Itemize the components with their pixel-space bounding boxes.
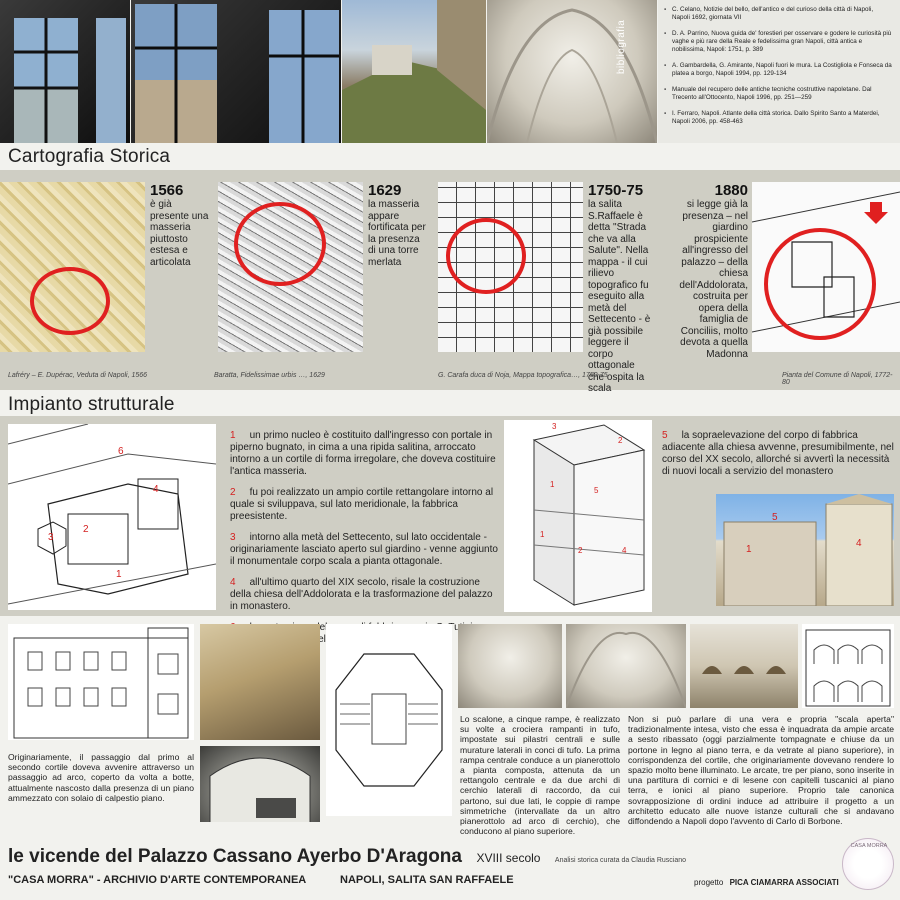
map-year: 1629	[368, 182, 402, 199]
facade-elevation	[802, 624, 894, 708]
structure-item	[230, 487, 498, 523]
map-note-1750-75	[588, 182, 652, 395]
staircase-photo-2	[566, 624, 686, 708]
highlight-circle	[764, 228, 876, 340]
courtyard-text: Originariamente, il passaggio dal primo al secondo cortile doveva avvenire attraverso un passaggio ad arco, coperto da volta a botte, attualmente nascosto dalla presenza di un piano ammezzato con solaio di calpestio piano.	[8, 752, 194, 803]
highlight-circle	[446, 218, 526, 294]
axo-label: 1	[540, 530, 545, 539]
map-description: la masseria appare fortificata per la presenza di una torre merlata	[368, 199, 426, 268]
section-title-structure: Impianto strutturale	[8, 394, 175, 415]
map-caption: Pianta del Comune di Napoli, 1772-80	[782, 372, 893, 386]
staircase-photo-1	[458, 624, 562, 708]
highlight-circle	[234, 202, 326, 286]
map-caption: Lafréry – E. Dupérac, Veduta di Napoli, 1566	[8, 372, 148, 379]
map-description: si legge già la presenza – nel giardino prospiciente all'ingresso del palazzo – della chiesa dell'Addolorata, costruita per opera della famiglia de Conciliis, molto devota a quella Madonna	[679, 199, 748, 360]
item-number: 1	[230, 430, 236, 441]
map-note-1629	[368, 182, 430, 268]
photo-label: 5	[772, 512, 778, 523]
item-number: 3	[230, 532, 236, 543]
curator-label: Analisi storica curata da Claudia Rusciano	[554, 857, 687, 864]
plan-label: 2	[83, 524, 89, 535]
highlight-circle	[30, 267, 110, 335]
map-1750-75	[438, 182, 583, 352]
bibliography-item: ▪ D. A. Parrino, Nuova guida de' forestieri per osservare e godere le curiosità più vaghe e più rare della Reale e fedelissima gran Napoli, città antica e nobilissima, Napoli: 1751, p. 389	[664, 30, 892, 54]
map-caption: Baratta, Fidelissimae urbis …, 1629	[214, 372, 325, 379]
church-photo	[716, 494, 894, 606]
structure-item-5	[662, 430, 894, 487]
photo-label: 4	[856, 538, 862, 549]
open-stair-text: Non si può parlare di una vera e propria "scala aperta" tradizionalmente intesa, visto che essa è inquadrata da ampie arcate a sesto ribassato (oggi parzialmente tompagnate e chiuse da un portone in legno al piano terra, e da vetrate al piano superiore), in corrispondenza del cortile, che originariamente dovevano rendere lo spazio molto bene illuminato. Le arcate, tre per piano, sono inserite in una partitura di cornici e di lesene con capitelli tuscanici al piano terra, e ionici al piano superiore. Proprio tale canonica sovrapposizione di ordini induce ad attribuire il progetto a un architetto educato alle nuove istanze culturali che si andavano diffondendo a Napoli dopo l'avvento di Carlo di Borbone.	[628, 714, 894, 827]
item-text: all'ultimo quarto del XIX secolo, risale la costruzione della chiesa dell'Addolorata e la trasformazione del palazzo in monastero.	[230, 577, 493, 612]
staircase-text: Lo scalone, a cinque rampe, è realizzato su volte a crociera rampanti in tufo, impostate sui pilastri centrali e sulle murature laterali in conci di tufo. La prima rampa centrale conduce a un pianerottolo a pianta composta, attenuta da un rettangolo centrale e da due archi di cerchio laterali di raccordo, da cui partono, sui due lati, le coppie di rampe simmetriche (intervallate da un altro pianerottolo ad arco di cerchio), che conducono al piano superiore.	[460, 714, 620, 837]
footer-project	[694, 878, 839, 887]
map-description: la salita S.Raffaele è detta "Strada che va alla Salute". Nella mappa - il cui rilievo topografico fu eseguito alla metà del Settecento - è già possibile leggere il corpo ottagonale che ospita la scala	[588, 199, 651, 394]
map-year: 1880	[714, 182, 748, 199]
map-note-1566	[150, 182, 212, 268]
axo-label: 1	[550, 480, 555, 489]
window-photo-1	[0, 0, 130, 143]
footer-location: NAPOLI, SALITA SAN RAFFAELE	[340, 874, 514, 886]
bibliography-item: ▪ I. Ferraro, Napoli. Atlante della città storica. Dallo Spirito Santo a Materdei, Napoli 2006, pp. 458-463	[664, 110, 892, 126]
plan-label: 6	[118, 446, 124, 457]
plan-label: 1	[116, 569, 122, 580]
item-number: 5	[662, 430, 668, 441]
axo-label: 4	[622, 546, 627, 555]
bibliography-label: bibliografia	[616, 19, 627, 74]
facade-photo	[690, 624, 798, 708]
item-number: 4	[230, 577, 236, 588]
map-1880	[752, 182, 900, 352]
casa-morra-logo	[842, 838, 894, 890]
map-1566	[0, 182, 145, 352]
map-description: è già presente una masseria piuttosto estesa e articolata	[150, 199, 209, 268]
bibliography-item: ▪ C. Celano, Notizie del bello, dell'antico e del curioso della città di Napoli, Napoli 1692, giornata VII	[664, 6, 892, 22]
window-photo-2	[131, 0, 341, 143]
map-caption: G. Carafa duca di Noja, Mappa topografica…, 1750-75	[438, 372, 608, 379]
site-plan	[8, 424, 216, 610]
map-year: 1566	[150, 182, 184, 199]
structure-item	[230, 532, 498, 568]
item-text: intorno alla metà del Settecento, sul lato occidentale - originariamente lasciato aperto sul giardino - venne aggiunto il monumentale corpo scala a pianta ottagonale.	[230, 532, 498, 567]
map-note-1880	[676, 182, 748, 360]
project-name: PICA CIAMARRA ASSOCIATI	[729, 878, 839, 887]
bibliography-panel	[658, 0, 900, 143]
courtyard-photo	[200, 624, 320, 740]
century-label: XVIII secolo	[476, 851, 541, 865]
structure-item	[230, 430, 498, 478]
vault-photo	[487, 0, 657, 143]
street-photo	[342, 0, 486, 143]
elevation-drawing	[8, 624, 194, 740]
project-label: progetto	[694, 878, 724, 887]
item-text: fu poi realizzato un ampio cortile rettangolare intorno al quale si sviluppava, sul lato meridionale, la fabbrica preesistente.	[230, 487, 494, 522]
photo-label: 1	[746, 544, 752, 555]
map-year: 1750-75	[588, 182, 644, 199]
item-text: del	[314, 622, 328, 633]
axo-label: 3	[552, 422, 557, 431]
axo-label: 2	[578, 546, 583, 555]
plan-label: 3	[48, 532, 54, 543]
structure-list-left	[230, 430, 498, 655]
poster-title: le vicende del Palazzo Cassano Ayerbo D'Aragona	[8, 846, 462, 867]
footer-archive: "CASA MORRA" - ARCHIVIO D'ARTE CONTEMPORANEA	[8, 874, 307, 886]
logo-text: CASA MORRA	[850, 843, 888, 849]
section-title-cartography: Cartografia Storica	[8, 146, 171, 167]
axo-label: 5	[594, 486, 599, 495]
item-text: la sopraelevazione del corpo di fabbrica adiacente alla chiesa avvenne, presumibilmente, nel corso del XX secolo, allorché si avvertì la necessità di nuovi locali a servizio del monastero	[662, 430, 894, 477]
bibliography-item: ▪ Manuale del recupero delle antiche tecniche costruttive napoletane. Dal Trecento all'Ottocento, Napoli 1996, pp. 251—259	[664, 86, 892, 102]
bibliography-list	[664, 6, 892, 126]
axo-label: 2	[618, 436, 623, 445]
item-text: un primo nucleo è costituito dall'ingresso con portale in piperno bugnato, in cima a una ripida salitina, arroccato intorno a un cortile di forma irregolare, che doveva costituire l'antica masseria.	[230, 430, 496, 477]
structure-item	[662, 430, 894, 478]
footer-title	[8, 846, 686, 868]
bibliography-item: ▪ A. Gambardella, G. Amirante, Napoli fuori le mura. La Costigliola e Fonseca da platea a borgo, Napoli 1994, pp. 129-134	[664, 62, 892, 78]
map-1629	[218, 182, 363, 352]
axonometric-drawing	[504, 420, 652, 612]
structure-item	[230, 577, 498, 613]
plan-label: 4	[153, 484, 159, 495]
item-number: 2	[230, 487, 236, 498]
archway-photo	[200, 746, 320, 822]
staircase-plan	[326, 624, 452, 816]
